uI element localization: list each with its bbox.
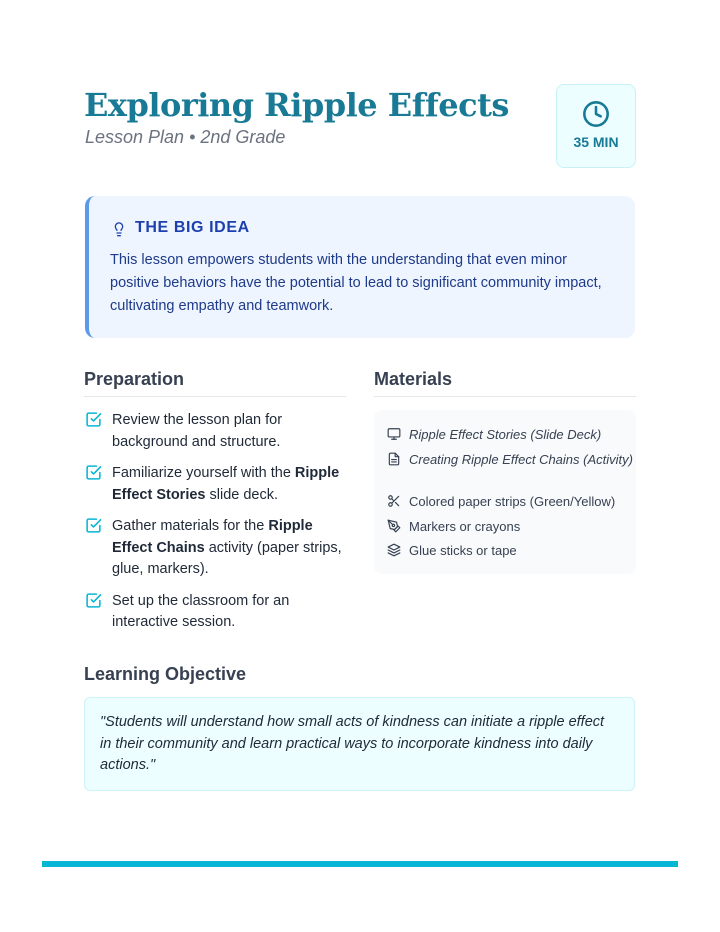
checkbox-icon [85,464,102,481]
lesson-header [84,84,636,174]
preparation-list [84,410,346,644]
pen-icon [387,519,401,533]
clock-icon [582,100,610,128]
materials-heading: Materials [374,369,453,389]
prep-item [84,410,346,453]
material-label: Markers or crayons [409,519,521,534]
checkbox-icon [85,517,102,534]
material-label: Ripple Effect Stories (Slide Deck) [409,427,602,442]
prep-item [84,516,346,581]
footer-accent-bar [42,861,678,867]
prep-text: slide deck. [205,486,279,503]
document-icon [387,452,401,466]
material-item [387,542,649,559]
prep-text: Familiarize yourself with the [112,465,295,481]
objective-box [84,697,635,791]
material-label: Glue sticks or tape [409,543,517,558]
big-idea-callout [85,196,635,338]
prep-highlight: Ripple Effect Stories [112,465,340,503]
prep-text: Gather materials for the [112,518,269,534]
checkbox-icon [85,411,102,428]
page-title: Exploring Ripple Effects [84,86,509,124]
layers-icon [387,543,401,557]
lightbulb-icon [111,220,127,238]
checkbox-icon [85,592,102,609]
material-item [387,451,649,468]
scissors-icon [387,494,401,508]
prep-item [84,463,346,506]
materials-divider [374,396,636,397]
objective-heading: Learning Objective [84,664,247,684]
material-item [387,426,649,443]
big-idea-text: This lesson empowers students with the understanding that even minor positive behaviors have the potential to lead to significant community impact, cultivating empathy and teamwork. [110,252,602,314]
prep-text: activity (paper strips, glue, markers). [112,539,342,577]
preparation-divider [84,396,346,397]
material-label: Creating Ripple Effect Chains (Activity) [409,452,633,467]
objective-quote: "Students will understand how small acts of kindness can initiate a ripple effect in their community and learn practical ways to incorporate kindness into daily actions." [100,714,605,773]
duration-label: 35 MIN [573,134,619,150]
prep-text: Set up the classroom for an interactive session. [112,592,290,630]
monitor-icon [387,427,401,441]
duration-badge [556,84,636,168]
prep-highlight: Ripple Effect Chains [112,518,313,556]
big-idea-heading: THE BIG IDEA [135,219,250,236]
materials-panel [374,410,636,574]
page-subtitle: Lesson Plan • 2nd Grade [85,127,286,147]
prep-item [84,591,346,634]
material-label: Colored paper strips (Green/Yellow) [409,494,616,509]
prep-text: Review the lesson plan for background and structure. [112,412,283,450]
preparation-heading: Preparation [84,369,185,389]
material-item [387,518,649,535]
material-item [387,493,649,510]
